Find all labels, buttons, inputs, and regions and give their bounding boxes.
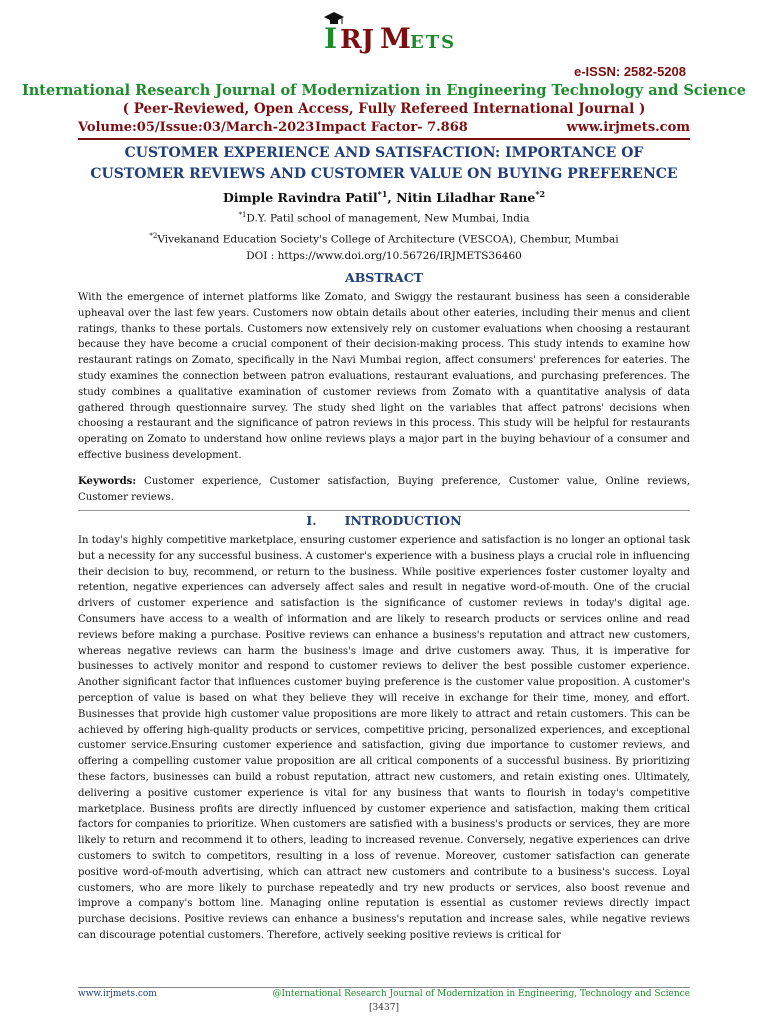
author-separator: , [387,190,397,206]
svg-text:I: I [324,22,338,54]
author-2-mark: *2 [535,189,546,199]
volume-issue: Volume:05/Issue:03/March-2023 [78,120,315,135]
affiliation-2-mark: *2 [149,232,158,240]
introduction-heading [0,513,768,528]
keywords-label: Keywords: [78,476,137,487]
affiliation-2-text: Vivekanand Education Society's College of Architecture (VESCOA), Chembur, Mumbai [157,233,619,246]
header-divider [78,138,690,140]
journal-subtitle: ( Peer-Reviewed, Open Access, Fully Refereed International Journal ) [122,101,646,117]
svg-text:M: M [380,22,411,54]
impact-factor: Impact Factor- 7.868 [315,120,468,135]
author-list [0,189,768,205]
affiliation-2 [0,232,768,246]
journal-website-link[interactable]: www.irjmets.com [566,120,690,135]
section-title: INTRODUCTION [344,513,462,528]
title-line-1: CUSTOMER EXPERIENCE AND SATISFACTION: IMPORTANCE OF [124,145,644,161]
section-number: I. [306,513,317,528]
keywords [78,474,690,506]
doi-link[interactable]: DOI : https://www.doi.org/10.56726/IRJMETS36460 [246,250,522,262]
footer-copyright: @International Research Journal of Modernization in Engineering, Technology and Science [272,989,690,999]
author-1: Dimple Ravindra Patil [222,190,378,206]
author-1-mark: *1 [377,189,388,199]
section-divider [78,510,690,511]
footer-website-link[interactable]: www.irjmets.com [78,989,157,999]
footer-divider [78,987,690,988]
abstract-heading: ABSTRACT [345,270,423,285]
title-line-2: CUSTOMER REVIEWS AND CUSTOMER VALUE ON BUYING PREFERENCE [90,166,678,182]
e-issn: e-ISSN: 2582-5208 [573,64,686,79]
author-2: Nitin Liladhar Rane [396,190,536,206]
svg-text:RJ: RJ [340,25,374,54]
affiliation-1-mark: *1 [238,211,247,219]
affiliation-1 [0,211,768,225]
keywords-list: Customer experience, Customer satisfaction, Buying preference, Customer value, Online reviews, Customer reviews. [78,476,690,503]
volume-row [78,120,690,138]
abstract-text: With the emergence of internet platforms like Zomato, and Swiggy the restaurant business has seen a considerable upheaval over the last few years. Customers now obtain details about other eateries, including their menus and client ratings, thanks to these portals. Customers now extensively rely on customer evaluations when choosing a restaurant because they have become a crucial component of their decision-making process. This study intends to examine how restaurant ratings on Zomato, specifically in the Navi Mumbai region, affect consumers' preferences for eateries. The study examines the connection between patron evaluations, restaurant evaluations, and purchasing preferences. The study combines a qualitative examination of customer reviews from Zomato with a quantitative analysis of data gathered through questionnaire survey. The study shed light on the variables that affect patrons' decisions when choosing a restaurant and the significance of patron reviews in this process. This study will be helpful for restaurants operating on Zomato to understand how online reviews plays a major part in the buying behaviour of a consumer and effective business development. [78,292,690,461]
affiliation-1-text: D.Y. Patil school of management, New Mumbai, India [246,212,530,225]
introduction-text: In today's highly competitive marketplace, ensuring customer experience and satisfaction is no longer an optional task but a necessity for any successful business. A customer's experience with a business plays a crucial role in influencing their decision to buy, recommend, or return to the business. While positive experiences foster customer loyalty and retention, negative experiences can adversely affect sales and result in negative word-of-mouth. One of the crucial drivers of customer experience and satisfaction is the significance of customer reviews in today's digital age. Consumers have access to a wealth of information and are likely to research products or services online and read reviews before making a purchase. Positive reviews can enhance a business's reputation and attract new customers, whereas negative reviews can harm the business's image and drive customers away. Thus, it is imperative for businesses to actively monitor and respond to customer reviews to deliver the best possible customer experience. Another significant factor that influences customer buying preference is the customer value proposition. A customer's perception of value is based on what they believe they will receive in exchange for their time, money, and effort. Businesses that provide high customer value propositions are more likely to attract and retain customers. This can be achieved by offering high-quality products or services, competitive pricing, personalized experiences, and exceptional customer service.Ensuring customer experience and satisfaction, giving due importance to customer reviews, and offering a compelling customer value proposition are all critical components of a successful business. By prioritizing these factors, businesses can build a robust reputation, attract new customers, and retain existing ones. Ultimately, delivering a positive customer experience is vital for any business that wants to flourish in today's competitive marketplace. Business profits are directly influenced by customer experience and satisfaction, making them critical factors for companies to prioritize. When customers are satisfied with a business's products or services, they are more likely to return and recommend it to others, leading to increased revenue. Conversely, negative experiences can drive customers to switch to competitors, resulting in a loss of revenue. Moreover, customer satisfaction can generate positive word-of-mouth advertising, which can attract new customers and contribute to a business's success. Loyal customers, who are more likely to purchase repeatedly and try new products or services, also boost revenue and improve a company's bottom line. Managing online reputation is essential as customer reviews directly impact purchase decisions. Positive reviews can enhance a business's reputation and increase sales, while negative reviews can discourage potential customers. Therefore, actively seeking positive reviews is critical for [78,535,690,941]
journal-name: International Research Journal of Modernization in Engineering Technology and Science [21,82,747,99]
paper-title [78,143,690,185]
page-number: [3437] [369,1003,399,1013]
svg-text:ETS: ETS [410,32,457,53]
journal-logo [318,8,458,54]
